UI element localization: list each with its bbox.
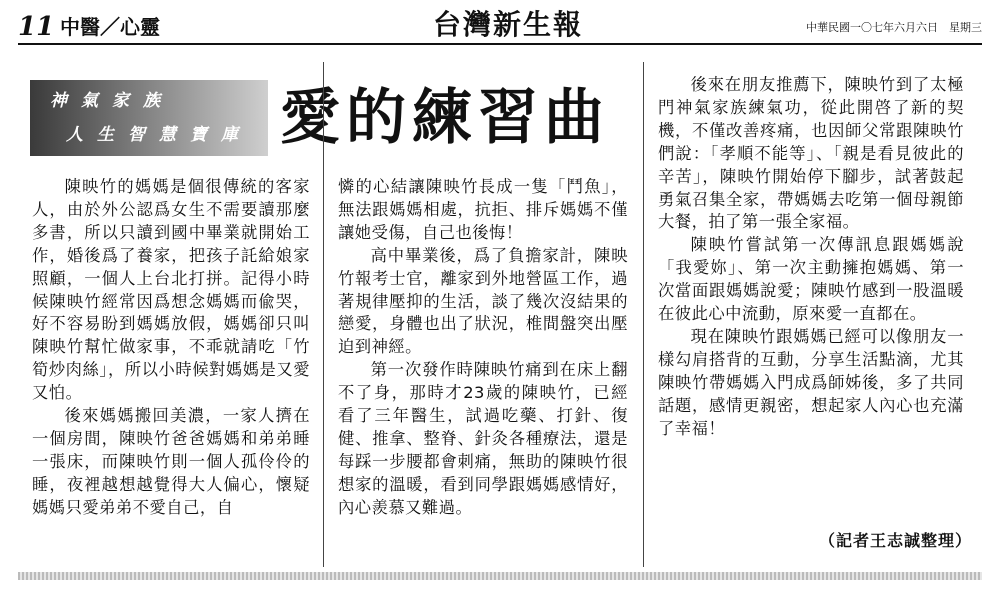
paragraph: 憐的心結讓陳映竹長成一隻「鬥魚」，無法跟媽媽相處，抗拒、排斥媽媽不僅讓她受傷，自己也後悔！	[338, 177, 628, 242]
paragraph: 現在陳映竹跟媽媽已經可以像朋友一樣勾肩搭背的互動，分享生活點滴，尤其陳映竹帶媽媽入門成爲師姊後，多了共同話題，感情更親密，想起家人內心也充滿了幸福！	[658, 326, 964, 438]
issue-date: 中華民國一〇七年六月六日 星期三	[806, 21, 982, 34]
paragraph: 陳映竹的媽媽是個很傳統的客家人，由於外公認爲女生不需要讀那麼多書，所以只讀到國中畢業就開始工作，婚後爲了養家，把孩子託給娘家照顧，一個人上台北打拼。記得小時候陳映竹經常因爲想念媽媽而偸哭，好不容易盼到媽媽放假，媽媽卻只叫陳映竹幫忙做家事，不乖就請吃「竹筍炒肉絲」，所以小時候對媽媽是又愛又怕。	[32, 177, 310, 403]
column-banner	[30, 80, 268, 156]
article-headline: 愛的練習曲	[280, 83, 610, 153]
bottom-rule	[18, 572, 982, 580]
column-banner-line1: 神氣家族	[50, 91, 174, 111]
article-column-1	[32, 176, 310, 520]
page-number: 11	[18, 12, 55, 42]
article-column-2	[338, 176, 628, 520]
newspaper-logo: 台灣新生報	[433, 8, 584, 41]
article-column-3	[658, 74, 964, 441]
paragraph: 高中畢業後，爲了負擔家計，陳映竹報考士官，離家到外地營區工作，過著規律壓抑的生活，談了幾次沒結果的戀愛，身體也出了狀況，椎間盤突出壓迫到神經。	[338, 245, 628, 357]
paragraph: 後來媽媽搬回美濃，一家人擠在一個房間，陳映竹爸爸媽媽和弟弟睡一張床，而陳映竹則一個人孤伶伶的睡，夜裡越想越覺得大人偏心，懷疑媽媽只愛弟弟不愛自己，自	[32, 406, 310, 517]
masthead-rule	[18, 43, 982, 45]
section-name: 中醫／心靈	[60, 15, 160, 39]
paragraph: 陳映竹嘗試第一次傳訊息跟媽媽說「我愛妳」、第一次主動擁抱媽媽、第一次當面跟媽媽說愛；陳映竹感到一股溫暖在彼此心中流動，原來愛一直都在。	[658, 235, 964, 324]
masthead	[18, 8, 982, 42]
paragraph: 後來在朋友推薦下，陳映竹到了太極門神氣家族練氣功，從此開啓了新的契機，不僅改善疼痛，也因師父常跟陳映竹們說：「孝順不能等」、「親是看見彼此的辛苦」，陳映竹開始停下腳步，試著鼓起勇氣召集全家，帶媽媽去吃第一個母親節大餐，拍了第一張全家福。	[658, 75, 964, 232]
byline: （記者王志誠整理）	[818, 531, 972, 550]
column-divider	[643, 62, 644, 567]
column-divider	[323, 62, 324, 567]
column-banner-line2: 人生智慧寶庫	[66, 125, 252, 145]
paragraph: 第一次發作時陳映竹痛到在床上翻不了身，那時才23歲的陳映竹，已經看了三年醫生，試過吃藥、打針、復健、推拿、整脊、針灸各種療法，還是每踩一步腰都會刺痛，無助的陳映竹很想家的溫暖，看到同學跟媽媽感情好，內心羨慕又難過。	[338, 360, 628, 517]
